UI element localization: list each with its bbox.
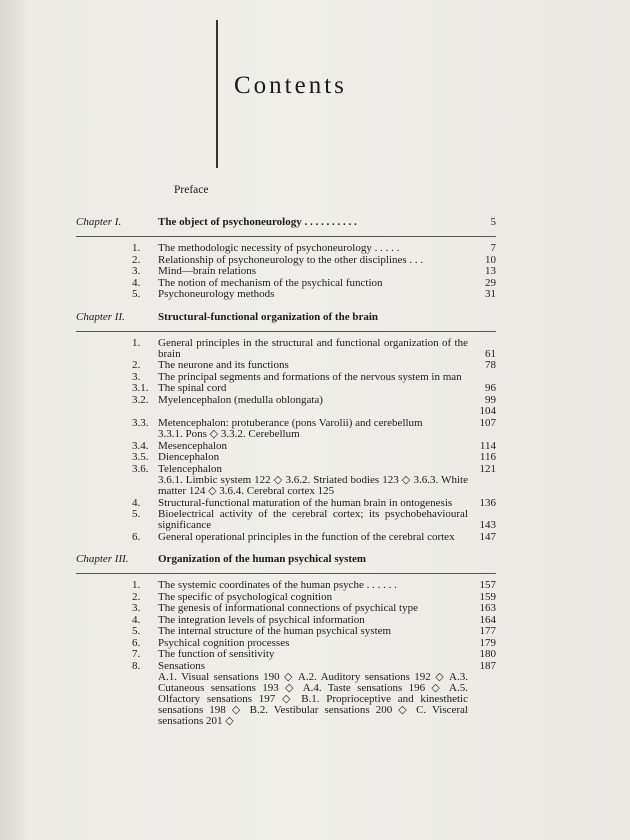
chapter-page: 5 [490,216,496,228]
entry-title: Structural-functional maturation of the human brain in ontogenesis [158,496,453,509]
toc-entry [76,383,496,394]
toc-entry [76,452,496,463]
chapter-heading [76,216,496,232]
entry-page: 116 [479,451,496,463]
toc-entry [76,615,496,626]
entry-title: The systemic coordinates of the human psyche . . . . . . [158,579,397,591]
entry-number: 4. [132,496,141,509]
toc-entry [76,672,496,727]
toc-entry [76,498,496,509]
chapter-heading [76,311,496,327]
entry-number: 6. [132,530,141,543]
entry-number: 4. [132,276,141,289]
entry-number: 2. [132,253,141,266]
entry-number: 1. [132,579,141,591]
toc-entry [76,255,496,266]
entry-page: 107 [479,416,496,429]
toc-entry [76,406,496,417]
entry-title: Psychoneurology methods [158,288,275,300]
chapter-divider [76,236,496,237]
entry-page: 13 [485,265,496,277]
entry-number: 3.5. [132,451,149,463]
entry-page: 104 [479,405,496,417]
entry-number: 3. [132,265,141,277]
chapter-label: Chapter III. [76,553,129,565]
toc-entry [76,418,496,429]
entry-page: 7 [490,242,496,254]
toc-entry [76,638,496,649]
entry-page: 31 [485,288,496,300]
toc-entry [76,661,496,672]
entry-number: 3. [132,370,141,383]
entry-title: General operational principles in the function of the cerebral cortex [158,530,455,543]
toc-entry [76,532,496,543]
entry-title: Sensations [158,659,206,672]
entry-page: 180 [479,648,496,660]
toc-entry [76,243,496,254]
entry-number: 7. [132,648,141,660]
entry-title: The integration levels of psychical information [158,613,365,626]
toc-entry [76,289,496,300]
toc-entry [76,475,496,497]
entry-title: The genesis of informational connections of psychical type [158,602,418,614]
entry-page: 136 [479,496,496,509]
toc-entry [76,592,496,603]
entry-title: The notion of mechanism of the psychical function [158,276,383,289]
entry-number: 3.3. [132,416,149,429]
entry-title [158,406,468,417]
entry-title: The function of sensitivity [158,648,275,660]
toc-entry [76,509,496,531]
toc-entry [76,649,496,660]
entry-number: 8. [132,659,141,672]
entry-title: The methodologic necessity of psychoneurology . . . . . [158,242,400,254]
entry-title: Metencephalon: protuberance (pons Varolii) and cerebellum [158,416,423,429]
preface-label: Preface [174,184,209,196]
chapter-label: Chapter I. [76,216,122,228]
toc-entry [76,266,496,277]
entry-page: 114 [479,439,496,452]
entry-page: 96 [485,382,496,394]
entry-page: 143 [479,519,496,531]
entry-number: 6. [132,636,141,649]
toc-entry [76,395,496,406]
entry-number: 3.2. [132,393,149,406]
chapter-heading [76,553,496,569]
entry-page: 179 [479,636,496,649]
entry-page: 78 [485,359,496,371]
table-of-contents [76,212,496,734]
entry-number: 4. [132,613,141,626]
entry-title: Mind—brain relations [158,265,257,277]
toc-entry [76,603,496,614]
page-title: Contents [234,72,347,99]
entry-page: 61 [485,347,496,360]
entry-page: 121 [479,462,496,475]
entry-number: 2. [132,359,141,371]
entry-page: 177 [479,625,496,637]
entry-title: Bioelectrical activity of the cerebral cortex; its psychobehavioural significance [158,508,468,531]
entry-title: The principal segments and formations of the nervous system in man [158,370,462,383]
chapter-title: Organization of the human psychical system [158,553,367,565]
chapter-title: Structural-functional organization of the brain [158,310,378,323]
entry-title: The neurone and its functions [158,359,289,371]
entry-title: Psychical cognition processes [158,636,290,649]
entry-page: 10 [485,253,496,266]
entry-title: Mesencephalon [158,439,228,452]
toc-entry [76,278,496,289]
entry-page: 99 [485,393,496,406]
toc-entry [76,626,496,637]
entry-number: 3.6. [132,462,149,475]
entry-page: 159 [479,590,496,603]
entry-page: 157 [479,579,496,591]
entry-title: Relationship of psychoneurology to the other disciplines . . . [158,253,424,266]
entry-number: 5. [132,508,141,520]
toc-entry [76,338,496,360]
entry-title: Myelencephalon (medulla oblongata) [158,393,323,406]
entry-title: The internal structure of the human psychical system [158,625,392,637]
entry-page: 164 [479,613,496,626]
toc-entry [76,429,496,440]
entry-page: 147 [479,530,496,543]
entry-title: 3.3.1. Pons ◇ 3.3.2. Cerebellum [158,428,300,440]
entry-title: General principles in the structural and functional organization of the brain [158,336,468,360]
entry-title: The specific of psychological cognition [158,590,333,603]
entry-number: 5. [132,625,141,637]
chapter-label: Chapter II. [76,310,125,323]
entry-number: 1. [132,242,141,254]
entry-title: 3.6.1. Limbic system 122 ◇ 3.6.2. Striated bodies 123 ◇ 3.6.3. White matter 124 ◇ 3.6.4. Cerebral cortex 125 [158,474,468,497]
entry-number: 2. [132,590,141,603]
entry-page: 163 [479,602,496,614]
entry-title: Telencephalon [158,462,222,475]
chapter-title: The object of psychoneurology . . . . . . . . . . [158,216,357,228]
toc-entry [76,580,496,591]
chapter-divider [76,573,496,574]
toc-entry [76,441,496,452]
entry-title: The spinal cord [158,382,227,394]
entry-number: 3. [132,602,141,614]
entry-number: 3.1. [132,382,149,394]
toc-entry [76,360,496,371]
toc-entry [76,464,496,475]
title-rule [216,20,218,168]
entry-page: 29 [485,276,496,289]
entry-title: A.1. Visual sensations 190 ◇ A.2. Auditory sensations 192 ◇ A.3. Cutaneous sensations 193 ◇ A.4. Taste sensations 196 ◇ A.5. Olfactory sensations 197 ◇ B.1. Proprioceptive and kinesthetic sensations 198 ◇ B.2. Vestibular sensations 200 ◇ C. Visceral sensations 201 ◇ [158,671,468,727]
entry-number: 5. [132,288,141,300]
entry-title: Diencephalon [158,451,220,463]
toc-entry [76,372,496,383]
entry-page: 187 [479,659,496,672]
entry-number: 1. [132,336,141,349]
chapter-divider [76,331,496,332]
entry-number: 3.4. [132,439,149,452]
